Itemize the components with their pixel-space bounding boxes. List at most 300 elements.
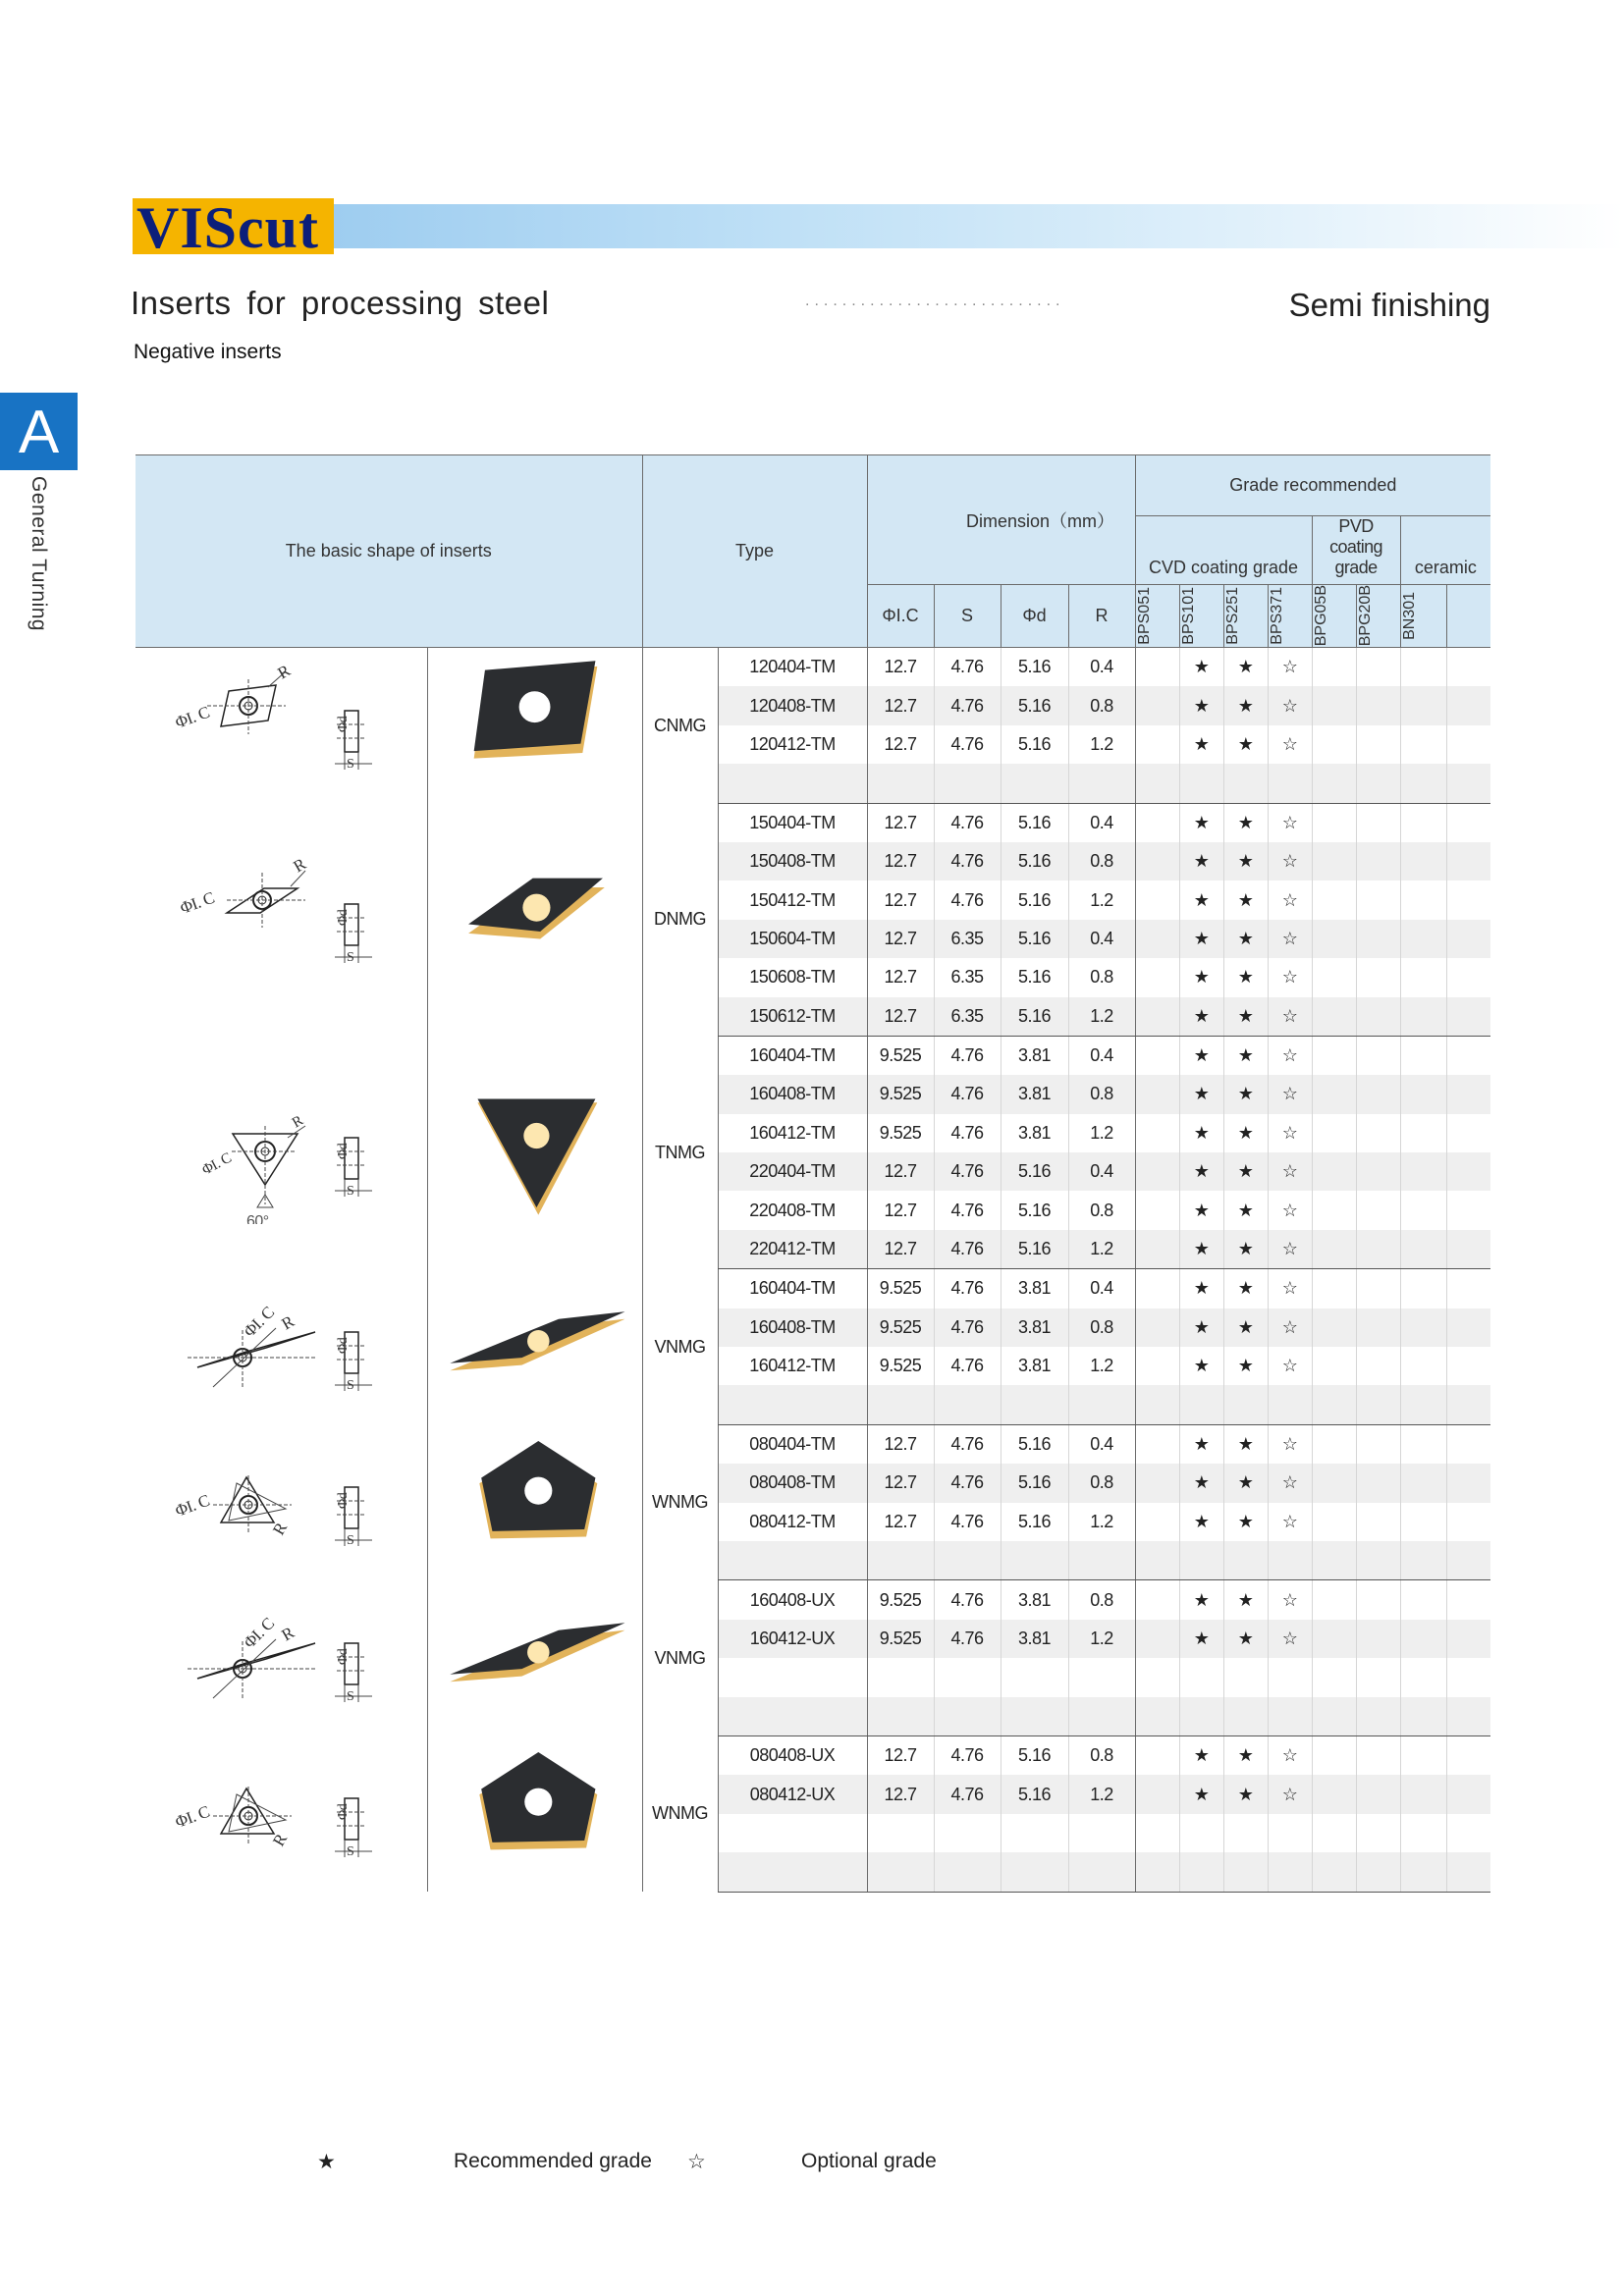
cell-grade: ★ bbox=[1179, 958, 1223, 996]
cell-grade: ★ bbox=[1179, 881, 1223, 919]
cell-d: 5.16 bbox=[1001, 1191, 1068, 1229]
cell-ic bbox=[867, 1385, 934, 1424]
cell-d: 5.16 bbox=[1001, 1503, 1068, 1541]
cell-grade: ★ bbox=[1179, 920, 1223, 958]
cell-r bbox=[1068, 1541, 1135, 1580]
cell-grade bbox=[1356, 1775, 1400, 1813]
insert-diagram bbox=[138, 1582, 423, 1730]
cell-grade: ☆ bbox=[1268, 1230, 1312, 1269]
cell-grade bbox=[1135, 842, 1179, 881]
cell-d bbox=[1001, 764, 1068, 803]
cell-grade bbox=[1135, 1424, 1179, 1464]
insert-diagram-cell bbox=[135, 1735, 427, 1892]
insert-photo bbox=[428, 1426, 643, 1574]
cell-grade: ☆ bbox=[1268, 1191, 1312, 1229]
cell-grade bbox=[1356, 1580, 1400, 1620]
cell-grade: ☆ bbox=[1268, 803, 1312, 842]
cell-code: 160404-TM bbox=[718, 1036, 867, 1075]
cell-grade bbox=[1356, 1658, 1400, 1696]
cell-code: 160408-TM bbox=[718, 1308, 867, 1347]
cell-ic: 12.7 bbox=[867, 1191, 934, 1229]
cell-grade bbox=[1223, 1852, 1268, 1892]
diagram-label: S bbox=[347, 1377, 354, 1393]
cell-code: 150612-TM bbox=[718, 997, 867, 1037]
cell-grade bbox=[1400, 764, 1446, 803]
cell-r: 1.2 bbox=[1068, 1775, 1135, 1813]
cell-grade bbox=[1446, 686, 1490, 724]
cell-grade bbox=[1356, 764, 1400, 803]
cell-s: 6.35 bbox=[934, 920, 1001, 958]
cell-code: 150608-TM bbox=[718, 958, 867, 996]
cell-grade bbox=[1400, 1269, 1446, 1308]
cell-grade: ☆ bbox=[1268, 958, 1312, 996]
cell-s: 4.76 bbox=[934, 1735, 1001, 1775]
cell-d: 3.81 bbox=[1001, 1620, 1068, 1658]
diagram-label: R bbox=[290, 1112, 306, 1132]
insert-photo bbox=[428, 843, 643, 990]
cell-code bbox=[718, 1697, 867, 1736]
cell-grade bbox=[1356, 1697, 1400, 1736]
cell-grade: ★ bbox=[1179, 1775, 1223, 1813]
cell-grade: ☆ bbox=[1268, 881, 1312, 919]
header-dim-ic: ΦI.C bbox=[867, 585, 934, 648]
cell-code bbox=[718, 1541, 867, 1580]
cell-grade bbox=[1135, 764, 1179, 803]
cell-d: 5.16 bbox=[1001, 1735, 1068, 1775]
diagram-label: S bbox=[347, 1183, 354, 1199]
cell-s bbox=[934, 1697, 1001, 1736]
cell-grade bbox=[1312, 1036, 1356, 1075]
cell-grade: ★ bbox=[1179, 1735, 1223, 1775]
cell-grade bbox=[1400, 1775, 1446, 1813]
cell-grade bbox=[1312, 1814, 1356, 1852]
cell-grade: ★ bbox=[1223, 686, 1268, 724]
diagram-label: ΦI. C bbox=[173, 1802, 212, 1832]
cell-grade bbox=[1400, 842, 1446, 881]
cell-code: 220412-TM bbox=[718, 1230, 867, 1269]
cell-r: 1.2 bbox=[1068, 997, 1135, 1037]
cell-grade bbox=[1356, 1814, 1400, 1852]
cell-d: 3.81 bbox=[1001, 1580, 1068, 1620]
cell-grade bbox=[1356, 1230, 1400, 1269]
cell-grade bbox=[1312, 1191, 1356, 1229]
cell-d: 5.16 bbox=[1001, 686, 1068, 724]
cell-grade bbox=[1356, 1152, 1400, 1191]
cell-grade bbox=[1312, 803, 1356, 842]
cell-code bbox=[718, 764, 867, 803]
diagram-label: R bbox=[269, 1831, 292, 1850]
cell-r: 0.8 bbox=[1068, 958, 1135, 996]
section-tab[interactable]: A bbox=[0, 393, 78, 470]
cell-grade: ☆ bbox=[1268, 1075, 1312, 1113]
cell-grade: ☆ bbox=[1268, 920, 1312, 958]
insert-type: VNMG bbox=[642, 1580, 718, 1736]
insert-type: CNMG bbox=[642, 648, 718, 804]
insert-photo-cell bbox=[427, 1735, 642, 1892]
grade-label: BN301 bbox=[1400, 592, 1418, 640]
cell-grade bbox=[1135, 648, 1179, 687]
cell-d: 3.81 bbox=[1001, 1269, 1068, 1308]
insert-photo bbox=[428, 1271, 643, 1418]
cell-code: 150412-TM bbox=[718, 881, 867, 919]
cell-grade bbox=[1135, 803, 1179, 842]
cell-grade bbox=[1446, 1620, 1490, 1658]
cell-grade: ★ bbox=[1179, 1114, 1223, 1152]
cell-grade bbox=[1400, 1697, 1446, 1736]
header-grade: Grade recommended bbox=[1135, 455, 1490, 516]
cell-grade: ★ bbox=[1223, 958, 1268, 996]
diagram-label: Φd bbox=[336, 1648, 352, 1665]
cell-grade bbox=[1312, 881, 1356, 919]
cell-grade bbox=[1400, 648, 1446, 687]
cell-grade: ★ bbox=[1179, 1152, 1223, 1191]
cell-ic: 9.525 bbox=[867, 1620, 934, 1658]
cell-d bbox=[1001, 1658, 1068, 1696]
cell-grade bbox=[1446, 1464, 1490, 1502]
cell-grade bbox=[1312, 1735, 1356, 1775]
cell-s: 4.76 bbox=[934, 725, 1001, 764]
cell-grade bbox=[1135, 1735, 1179, 1775]
insert-photo bbox=[428, 650, 643, 797]
diagram-label: R bbox=[278, 1623, 298, 1645]
cell-d: 3.81 bbox=[1001, 1347, 1068, 1385]
cell-r: 0.4 bbox=[1068, 1152, 1135, 1191]
cell-grade bbox=[1400, 1114, 1446, 1152]
cell-code bbox=[718, 1852, 867, 1892]
cell-grade bbox=[1135, 1814, 1179, 1852]
cell-grade bbox=[1312, 1230, 1356, 1269]
cell-grade bbox=[1356, 1075, 1400, 1113]
cell-ic: 12.7 bbox=[867, 1735, 934, 1775]
cell-grade bbox=[1446, 1308, 1490, 1347]
cell-r: 0.8 bbox=[1068, 1735, 1135, 1775]
cell-grade bbox=[1135, 1191, 1179, 1229]
insert-photo-cell bbox=[427, 648, 642, 804]
diagram-label: ΦI. C bbox=[173, 702, 212, 732]
cell-grade bbox=[1446, 997, 1490, 1037]
cell-ic: 12.7 bbox=[867, 1152, 934, 1191]
cell-grade bbox=[1312, 1541, 1356, 1580]
cell-grade bbox=[1446, 1269, 1490, 1308]
cell-grade bbox=[1135, 1347, 1179, 1385]
diagram-label: S bbox=[347, 1688, 354, 1704]
cell-grade: ★ bbox=[1179, 1620, 1223, 1658]
cell-grade bbox=[1400, 1735, 1446, 1775]
cell-grade bbox=[1446, 1580, 1490, 1620]
cell-r bbox=[1068, 1852, 1135, 1892]
table-row bbox=[135, 648, 1490, 687]
cell-grade bbox=[1312, 958, 1356, 996]
cell-grade bbox=[1356, 1620, 1400, 1658]
diagram-label: Φd bbox=[336, 1143, 352, 1159]
cell-grade bbox=[1135, 1114, 1179, 1152]
cell-grade bbox=[1223, 1658, 1268, 1696]
cell-grade bbox=[1356, 1852, 1400, 1892]
cell-ic bbox=[867, 764, 934, 803]
cell-grade bbox=[1312, 1347, 1356, 1385]
cell-code: 150408-TM bbox=[718, 842, 867, 881]
cell-grade bbox=[1356, 648, 1400, 687]
cell-grade bbox=[1223, 1385, 1268, 1424]
cell-s: 4.76 bbox=[934, 1114, 1001, 1152]
diagram-label: Φd bbox=[336, 716, 352, 732]
cell-grade bbox=[1400, 1541, 1446, 1580]
cell-grade: ★ bbox=[1179, 725, 1223, 764]
cell-ic: 12.7 bbox=[867, 1464, 934, 1502]
cell-s: 4.76 bbox=[934, 1308, 1001, 1347]
cell-ic: 9.525 bbox=[867, 1347, 934, 1385]
cell-grade bbox=[1446, 1697, 1490, 1736]
cell-grade bbox=[1446, 725, 1490, 764]
cell-d bbox=[1001, 1697, 1068, 1736]
cell-grade bbox=[1135, 881, 1179, 919]
diagram-label: S bbox=[347, 1533, 354, 1549]
cell-grade bbox=[1400, 725, 1446, 764]
cell-s bbox=[934, 1658, 1001, 1696]
cell-grade bbox=[1268, 1658, 1312, 1696]
cell-grade bbox=[1356, 997, 1400, 1037]
cell-grade bbox=[1446, 1230, 1490, 1269]
cell-ic: 12.7 bbox=[867, 1424, 934, 1464]
header-dim-d: Φd bbox=[1001, 585, 1068, 648]
cell-grade bbox=[1356, 1036, 1400, 1075]
cell-grade bbox=[1446, 1152, 1490, 1191]
cell-grade bbox=[1135, 1152, 1179, 1191]
grade-label: BPS101 bbox=[1179, 587, 1197, 645]
cell-grade bbox=[1356, 1464, 1400, 1502]
cell-s: 4.76 bbox=[934, 1464, 1001, 1502]
cell-grade bbox=[1400, 1191, 1446, 1229]
cell-ic: 12.7 bbox=[867, 920, 934, 958]
cell-grade bbox=[1400, 1580, 1446, 1620]
cell-grade: ★ bbox=[1223, 1620, 1268, 1658]
cell-grade bbox=[1312, 1852, 1356, 1892]
cell-grade bbox=[1179, 1852, 1223, 1892]
diagram-label: S bbox=[347, 950, 354, 966]
cell-code: 080412-UX bbox=[718, 1775, 867, 1813]
cell-d: 3.81 bbox=[1001, 1075, 1068, 1113]
cell-ic: 12.7 bbox=[867, 997, 934, 1037]
header-grade-col bbox=[1135, 585, 1179, 648]
cell-s: 4.76 bbox=[934, 1424, 1001, 1464]
cell-grade: ☆ bbox=[1268, 1269, 1312, 1308]
cell-grade bbox=[1135, 920, 1179, 958]
cell-code: 160412-TM bbox=[718, 1347, 867, 1385]
cell-grade: ☆ bbox=[1268, 1735, 1312, 1775]
section-tab-label: General Turning bbox=[27, 476, 50, 632]
cell-grade: ★ bbox=[1179, 1075, 1223, 1113]
table-row bbox=[135, 1735, 1490, 1775]
cell-grade: ☆ bbox=[1268, 1503, 1312, 1541]
header-dimension-label: Dimension（mm） bbox=[966, 510, 1115, 531]
cell-grade: ★ bbox=[1223, 1775, 1268, 1813]
cell-ic bbox=[867, 1814, 934, 1852]
cell-grade bbox=[1446, 648, 1490, 687]
cell-d: 5.16 bbox=[1001, 842, 1068, 881]
cell-s: 6.35 bbox=[934, 997, 1001, 1037]
cell-ic: 9.525 bbox=[867, 1075, 934, 1113]
cell-grade bbox=[1446, 1814, 1490, 1852]
cell-code: 150604-TM bbox=[718, 920, 867, 958]
diagram-label: Φd bbox=[336, 1337, 352, 1354]
cell-s: 4.76 bbox=[934, 842, 1001, 881]
cell-grade bbox=[1268, 1852, 1312, 1892]
cell-r: 1.2 bbox=[1068, 881, 1135, 919]
cell-d: 3.81 bbox=[1001, 1036, 1068, 1075]
cell-r: 0.4 bbox=[1068, 803, 1135, 842]
header-grade-col bbox=[1312, 585, 1356, 648]
cell-grade bbox=[1400, 1230, 1446, 1269]
cell-grade bbox=[1268, 1697, 1312, 1736]
cell-r: 0.8 bbox=[1068, 1308, 1135, 1347]
cell-grade: ☆ bbox=[1268, 648, 1312, 687]
cell-r: 0.8 bbox=[1068, 842, 1135, 881]
cell-code: 220404-TM bbox=[718, 1152, 867, 1191]
cell-grade bbox=[1446, 1114, 1490, 1152]
cell-grade bbox=[1312, 1114, 1356, 1152]
cell-grade bbox=[1135, 1852, 1179, 1892]
cell-ic: 12.7 bbox=[867, 842, 934, 881]
insert-photo bbox=[428, 1582, 643, 1730]
insert-photo-cell bbox=[427, 1269, 642, 1425]
cell-grade: ★ bbox=[1223, 1503, 1268, 1541]
cell-s: 4.76 bbox=[934, 1269, 1001, 1308]
cell-ic: 12.7 bbox=[867, 1230, 934, 1269]
cell-grade bbox=[1268, 764, 1312, 803]
insert-diagram bbox=[138, 1737, 423, 1885]
insert-photo-cell bbox=[427, 1580, 642, 1736]
insert-type: WNMG bbox=[642, 1735, 718, 1892]
cell-s: 4.76 bbox=[934, 1580, 1001, 1620]
brand-logo bbox=[133, 195, 334, 260]
table-row bbox=[135, 1269, 1490, 1308]
cell-code: 160408-TM bbox=[718, 1075, 867, 1113]
header-banner bbox=[334, 204, 1624, 248]
diagram-label: S bbox=[347, 1844, 354, 1860]
cell-grade: ☆ bbox=[1268, 842, 1312, 881]
cell-code: 120408-TM bbox=[718, 686, 867, 724]
cell-s: 4.76 bbox=[934, 1230, 1001, 1269]
cell-ic: 9.525 bbox=[867, 1114, 934, 1152]
cell-grade bbox=[1268, 1541, 1312, 1580]
cell-d: 3.81 bbox=[1001, 1308, 1068, 1347]
cell-grade bbox=[1356, 1308, 1400, 1347]
cell-grade bbox=[1400, 803, 1446, 842]
angle-label: 60° bbox=[246, 1212, 269, 1224]
legend-star-label: Recommended grade bbox=[454, 2150, 652, 2172]
cell-grade: ☆ bbox=[1268, 997, 1312, 1037]
cell-grade bbox=[1446, 1424, 1490, 1464]
cell-d bbox=[1001, 1852, 1068, 1892]
cell-d: 5.16 bbox=[1001, 725, 1068, 764]
grade-label: BPS251 bbox=[1223, 587, 1241, 645]
cell-grade bbox=[1135, 1697, 1179, 1736]
cell-grade bbox=[1312, 1620, 1356, 1658]
cell-code: 160404-TM bbox=[718, 1269, 867, 1308]
cell-grade bbox=[1268, 1814, 1312, 1852]
cell-r bbox=[1068, 1697, 1135, 1736]
cell-grade bbox=[1179, 1814, 1223, 1852]
cell-grade: ★ bbox=[1223, 1152, 1268, 1191]
cell-grade: ★ bbox=[1223, 1230, 1268, 1269]
cell-grade: ☆ bbox=[1268, 725, 1312, 764]
cell-ic bbox=[867, 1658, 934, 1696]
cell-r: 0.8 bbox=[1068, 1075, 1135, 1113]
cell-ic: 12.7 bbox=[867, 881, 934, 919]
cell-grade bbox=[1312, 764, 1356, 803]
diagram-label: Φd bbox=[336, 1492, 352, 1510]
cell-grade: ★ bbox=[1179, 842, 1223, 881]
cell-r bbox=[1068, 1814, 1135, 1852]
cell-grade bbox=[1135, 1658, 1179, 1696]
cell-grade bbox=[1135, 1269, 1179, 1308]
legend-open-star-label: Optional grade bbox=[801, 2150, 937, 2172]
cell-d bbox=[1001, 1385, 1068, 1424]
cell-grade: ★ bbox=[1223, 920, 1268, 958]
cell-grade bbox=[1356, 1347, 1400, 1385]
cell-grade: ★ bbox=[1223, 1308, 1268, 1347]
cell-grade bbox=[1356, 1735, 1400, 1775]
diagram-label: ΦI. C bbox=[199, 1149, 235, 1179]
cell-r: 0.4 bbox=[1068, 1269, 1135, 1308]
cell-d: 3.81 bbox=[1001, 1114, 1068, 1152]
cell-grade bbox=[1135, 997, 1179, 1037]
table-body bbox=[135, 648, 1490, 1893]
cell-grade: ★ bbox=[1179, 1503, 1223, 1541]
diagram-label: R bbox=[269, 1520, 292, 1539]
cell-grade bbox=[1400, 1152, 1446, 1191]
cell-grade: ★ bbox=[1179, 1464, 1223, 1502]
cell-grade bbox=[1135, 686, 1179, 724]
cell-s bbox=[934, 1541, 1001, 1580]
header-pvd: PVD coating grade bbox=[1312, 516, 1400, 585]
cell-s: 4.76 bbox=[934, 1036, 1001, 1075]
cell-grade bbox=[1400, 1308, 1446, 1347]
cell-ic: 12.7 bbox=[867, 803, 934, 842]
cell-s: 4.76 bbox=[934, 1620, 1001, 1658]
cell-grade bbox=[1446, 1385, 1490, 1424]
cell-s: 4.76 bbox=[934, 1191, 1001, 1229]
insert-photo-cell bbox=[427, 803, 642, 1036]
cell-grade bbox=[1179, 764, 1223, 803]
cell-grade bbox=[1312, 1385, 1356, 1424]
cell-grade: ☆ bbox=[1268, 1347, 1312, 1385]
cell-d: 5.16 bbox=[1001, 881, 1068, 919]
header-dimension bbox=[867, 455, 1135, 585]
cell-grade bbox=[1223, 1697, 1268, 1736]
cell-s: 4.76 bbox=[934, 881, 1001, 919]
header-grade-col bbox=[1223, 585, 1268, 648]
cell-code: 120412-TM bbox=[718, 725, 867, 764]
cell-grade bbox=[1312, 648, 1356, 687]
cell-grade bbox=[1356, 1385, 1400, 1424]
cell-r: 1.2 bbox=[1068, 1114, 1135, 1152]
cell-grade bbox=[1446, 958, 1490, 996]
cell-grade bbox=[1400, 958, 1446, 996]
cell-grade bbox=[1446, 764, 1490, 803]
cell-d: 5.16 bbox=[1001, 1424, 1068, 1464]
header-ceramic: ceramic bbox=[1400, 516, 1490, 585]
cell-grade bbox=[1446, 1541, 1490, 1580]
diagram-label: R bbox=[278, 1311, 298, 1333]
header-grade-col bbox=[1179, 585, 1223, 648]
insert-diagram-cell bbox=[135, 648, 427, 804]
cell-grade: ★ bbox=[1223, 1269, 1268, 1308]
cell-s: 4.76 bbox=[934, 1775, 1001, 1813]
cell-ic: 12.7 bbox=[867, 958, 934, 996]
cell-s: 4.76 bbox=[934, 1075, 1001, 1113]
cell-grade: ☆ bbox=[1268, 1036, 1312, 1075]
